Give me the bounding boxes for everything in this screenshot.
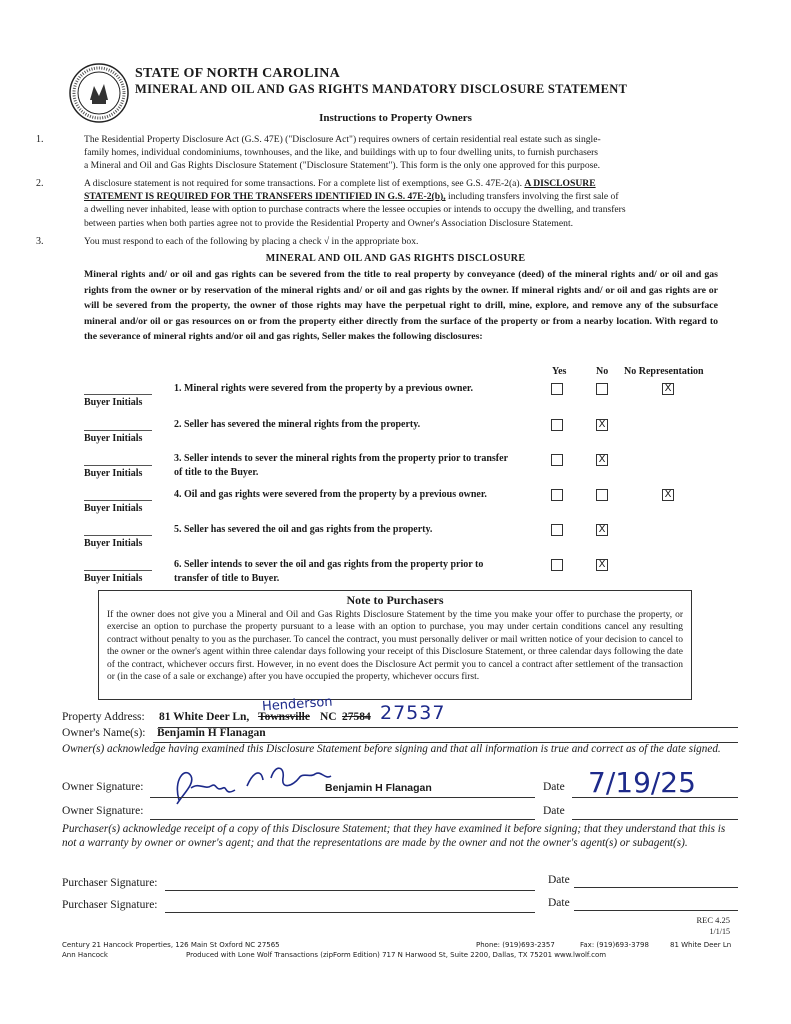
question-2: 2. Seller has severed the mineral rights from the property. — [174, 419, 421, 430]
footer-fax: Fax: (919)693-3798 — [580, 941, 649, 949]
buyer-initials-label-6: Buyer Initials — [84, 573, 143, 584]
purchaser-date-line-1[interactable] — [574, 887, 738, 888]
owner-names-value: Benjamin H Flanagan — [157, 727, 266, 739]
q1-yes-checkbox[interactable] — [551, 383, 563, 395]
note-to-purchasers-box — [98, 590, 692, 700]
column-yes: Yes — [552, 366, 567, 377]
property-address-label: Property Address: — [62, 711, 145, 723]
question-4: 4. Oil and gas rights were severed from the property by a previous owner. — [174, 489, 487, 500]
buyer-initials-label-4: Buyer Initials — [84, 503, 143, 514]
instructions-title: Instructions to Property Owners — [319, 112, 472, 124]
owner-signature-line-1[interactable] — [150, 797, 535, 798]
buyer-initials-label-1: Buyer Initials — [84, 397, 143, 408]
footer-produced-by: Produced with Lone Wolf Transactions (zipForm Edition) 717 N Harwood St, Suite 2200, Dallas, TX 75201 www.lwolf.com — [186, 951, 607, 959]
owner-date-handwritten: 7/19/25 — [588, 766, 696, 799]
instruction-1-line-1: The Residential Property Disclosure Act (G.S. 47E) ("Disclosure Act") requires owners of certain residential real estate such as single- — [84, 134, 601, 145]
q4-yes-checkbox[interactable] — [551, 489, 563, 501]
purchaser-date-label-1: Date — [548, 874, 570, 886]
instruction-2-emphasis-b: STATEMENT IS REQUIRED FOR THE TRANSFERS IDENTIFIED IN G.S. 47E-2(b), — [84, 191, 446, 203]
question-5: 5. Seller has severed the oil and gas rights from the property. — [174, 524, 433, 535]
q5-yes-checkbox[interactable] — [551, 524, 563, 536]
form-code: REC 4.25 — [696, 915, 730, 925]
owner-handwritten-signature — [165, 760, 345, 810]
purchaser-signature-label-2: Purchaser Signature: — [62, 899, 158, 911]
instruction-2 — [84, 177, 736, 230]
property-address-value: 81 White Deer Ln, — [159, 711, 250, 723]
footer-agent: Ann Hancock — [62, 951, 108, 959]
footer-phone: Phone: (919)693-2357 — [476, 941, 555, 949]
q3-yes-checkbox[interactable] — [551, 454, 563, 466]
property-zip-struck: 27584 — [342, 711, 371, 723]
owner-date-line-2[interactable] — [572, 819, 738, 820]
owner-date-label-2: Date — [543, 805, 565, 817]
note-title: Note to Purchasers — [346, 593, 444, 607]
instruction-3: You must respond to each of the following by placing a check √ in the appropriate box. — [84, 236, 419, 247]
form-main-title: MINERAL AND OIL AND GAS RIGHTS MANDATORY DISCLOSURE STATEMENT — [135, 82, 628, 96]
purchaser-acknowledgment: Purchaser(s) acknowledge receipt of a copy of this Disclosure Statement; that they have examined it before signing; that they understand that this is not a warranty by owner or owner's agent; and that the representations are made by the owner and not the owner's agent(s) or subagent(s). — [62, 823, 726, 849]
purchaser-date-line-2[interactable] — [574, 910, 738, 911]
owner-signature-label-2: Owner Signature: — [62, 805, 144, 817]
buyer-initials-label-3: Buyer Initials — [84, 468, 143, 479]
question-1: 1. Mineral rights were severed from the property by a previous owner. — [174, 383, 473, 394]
footer-company: Century 21 Hancock Properties, 126 Main St Oxford NC 27565 — [62, 941, 280, 949]
owner-signature-label-1: Owner Signature: — [62, 781, 144, 793]
instruction-2-emphasis-a: A DISCLOSURE — [524, 178, 596, 189]
form-revision: 1/1/15 — [709, 927, 730, 936]
instruction-3-number: 3. — [36, 236, 44, 247]
buyer-initials-line-1[interactable] — [84, 394, 152, 395]
instruction-2-text-a: A disclosure statement is not required for some transactions. For a complete list of exemptions, see G.S. 47E-2(a). — [84, 178, 523, 189]
column-no: No — [596, 366, 609, 377]
owner-names-label: Owner's Name(s): — [62, 727, 146, 739]
property-state: NC — [320, 711, 337, 723]
instruction-2-text-b: including transfers involving the first sale of — [448, 191, 619, 203]
q6-yes-checkbox[interactable] — [551, 559, 563, 571]
q3-no-checkbox[interactable]: X — [596, 454, 608, 466]
owner-signature-printed: Benjamin H Flanagan — [325, 782, 432, 794]
buyer-initials-line-4[interactable] — [84, 500, 152, 501]
handwritten-city: Henderson — [261, 694, 334, 715]
instruction-1-line-2: family homes, individual condominiums, townhouses, and the like, and buildings with up to four dwelling units, to furnish purchasers — [84, 147, 599, 159]
buyer-initials-line-2[interactable] — [84, 430, 152, 431]
question-6: 6. Seller intends to sever the oil and gas rights from the property prior to transfer of title to Buyer. — [174, 559, 484, 584]
note-text: If the owner does not give you a Mineral and Oil and Gas Rights Disclosure Statement by the time you make your offer to purchase the property, or exercise an option to purchase the property pursuant to a lease with an option to purchase, you may under certain conditions cancel any resulting contract without penalty to you as the purchaser. To cancel the contract, you must personally deliver or mail written notice of your decision to cancel to the owner or the owner's agent within three calendar days following your receipt of this Disclosure Statement, or three calendar days following the date of the contract, whichever occurs first. However, in no event does the Disclosure Act permit you to cancel a contract after settlement of the transaction or (in the case of a sale or exchange) after you have occupied the property, whichever occurs first. — [107, 610, 683, 683]
q4-no-checkbox[interactable] — [596, 489, 608, 501]
buyer-initials-line-3[interactable] — [84, 465, 152, 466]
q2-yes-checkbox[interactable] — [551, 419, 563, 431]
instruction-2-line-4: between parties when both parties agree not to provide the Residential Property and Owner's Association Disclosure Statement. — [84, 217, 574, 229]
question-3: 3. Seller intends to sever the mineral rights from the property prior to transfer of title to the Buyer. — [174, 453, 508, 478]
buyer-initials-line-6[interactable] — [84, 570, 152, 571]
purchaser-signature-line-2[interactable] — [165, 912, 535, 913]
q2-no-checkbox[interactable]: X — [596, 419, 608, 431]
property-city-struck: Townsville — [258, 711, 310, 723]
instruction-1 — [84, 133, 736, 173]
owner-date-label-1: Date — [543, 781, 565, 793]
purchaser-date-label-2: Date — [548, 897, 570, 909]
q6-no-checkbox[interactable]: X — [596, 559, 608, 571]
purchaser-signature-label-1: Purchaser Signature: — [62, 877, 158, 889]
owner-date-line-1[interactable] — [572, 797, 738, 798]
q4-norep-checkbox[interactable]: X — [662, 489, 674, 501]
disclosure-section-title: MINERAL AND OIL AND GAS RIGHTS DISCLOSURE — [265, 253, 526, 264]
q1-no-checkbox[interactable] — [596, 383, 608, 395]
instruction-2-number: 2. — [36, 178, 44, 189]
disclosure-paragraph: Mineral rights and/ or oil and gas rights can be severed from the title to real property by conveyance (deed) of the mineral rights and/ or oil and gas rights from the owner or by reservation of the mineral rights and/ or oil and gas rights by the owner. If mineral rights and/ or oil and gas rights are or will be severed from the property, the owner of those rights may have the perpetual right to drill, mine, explore, and remove any of the subsurface mineral and/or oil or gas resources on or from the property either directly from the surface of the property or from a nearby location. With regard to the severance of mineral rights and/or oil and gas rights, Seller makes the following disclosures: — [84, 269, 718, 343]
column-no-representation: No Representation — [624, 366, 704, 377]
handwritten-zip: 27537 — [380, 702, 446, 724]
q1-norep-checkbox[interactable]: X — [662, 383, 674, 395]
owner-acknowledgment: Owner(s) acknowledge having examined this Disclosure Statement before signing and that all information is true and correct as of the date signed. — [62, 743, 721, 755]
owner-signature-line-2[interactable] — [150, 819, 535, 820]
purchaser-signature-line-1[interactable] — [165, 890, 535, 891]
instruction-1-line-3: a Mineral and Oil and Gas Rights Disclosure Statement ("Disclosure Statement"). This form is the only one approved for this purpose. — [84, 160, 601, 172]
buyer-initials-line-5[interactable] — [84, 535, 152, 536]
instruction-1-number: 1. — [36, 134, 44, 145]
q5-no-checkbox[interactable]: X — [596, 524, 608, 536]
instruction-2-line-3: a dwelling never inhabited, lease with option to purchase contracts where the lessee occupies or intends to occupy the dwelling, and transfers — [84, 204, 626, 216]
buyer-initials-label-5: Buyer Initials — [84, 538, 143, 549]
form-state-title: STATE OF NORTH CAROLINA — [135, 66, 340, 81]
footer-address: 81 White Deer Ln — [670, 941, 732, 949]
buyer-initials-label-2: Buyer Initials — [84, 433, 143, 444]
